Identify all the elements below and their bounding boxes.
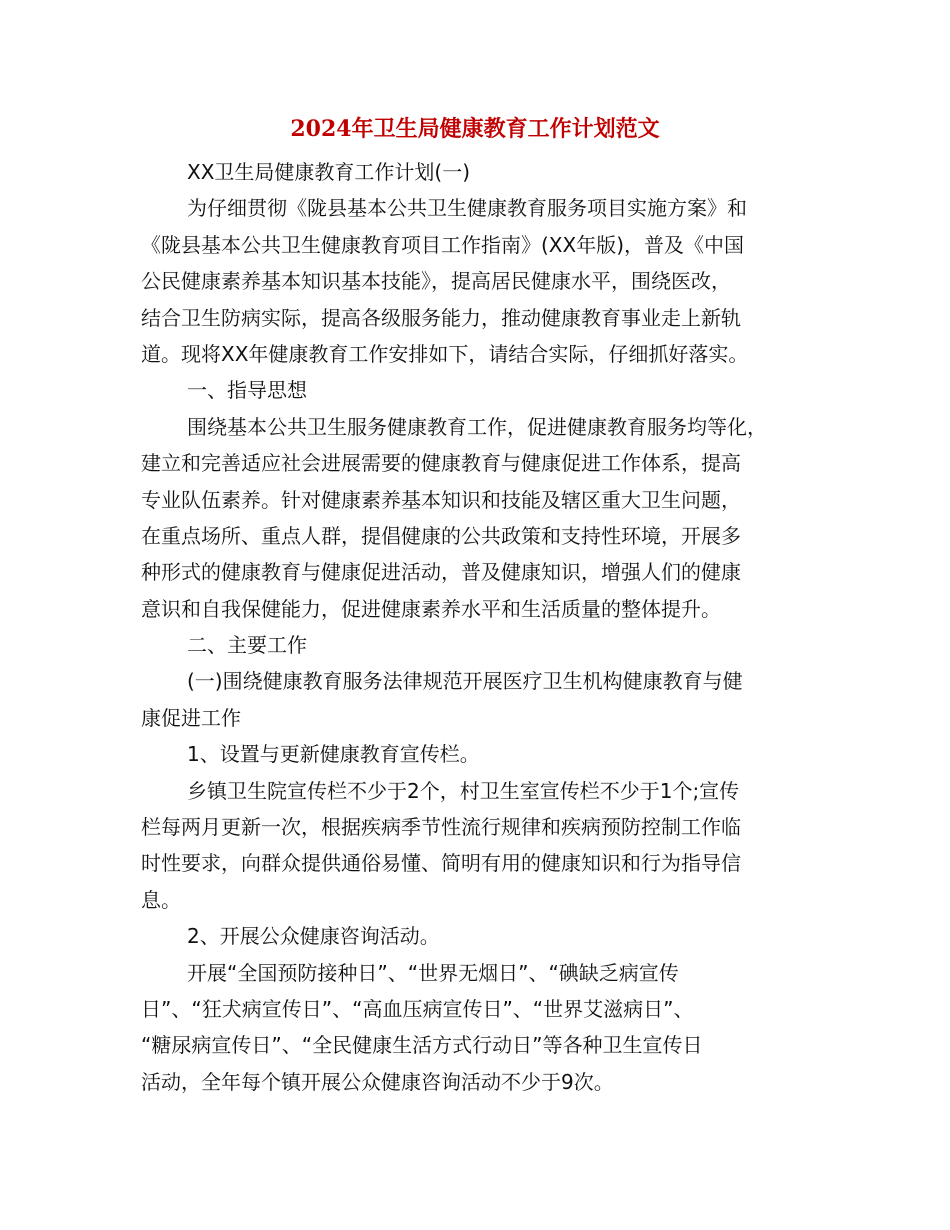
text-line: XX卫生局健康教育工作计划(一) [187, 160, 471, 184]
text-line: 栏每两月更新一次，根据疾病季节性流行规律和疾病预防控制工作临 [141, 815, 741, 840]
text-line: 道。现将XX年健康教育工作安排如下，请结合实际，仔细抓好落实。 [141, 341, 749, 366]
text-line: 息。 [141, 887, 181, 912]
text-line: 开展“全国预防接种日”、“世界无烟日”、“碘缺乏病宣传 [187, 960, 679, 985]
text-line: 《陇县基本公共卫生健康教育项目工作指南》(XX年版)，普及《中国 [141, 232, 745, 257]
text-line: 公民健康素养基本知识基本技能》，提高居民健康水平，围绕医改， [141, 269, 731, 294]
document-body [141, 154, 809, 1100]
text-line: 一、指导思想 [187, 378, 307, 403]
text-line: 意识和自我保健能力，促进健康素养水平和生活质量的整体提升。 [141, 596, 721, 621]
text-line: 结合卫生防病实际，提高各级服务能力，推动健康教育事业走上新轨 [141, 305, 741, 330]
text-line: 乡镇卫生院宣传栏不少于2个，村卫生室宣传栏不少于1个;宣传 [187, 778, 740, 803]
document-title: 2024年卫生局健康教育工作计划范文 [290, 116, 660, 142]
text-line: 围绕基本公共卫生服务健康教育工作，促进健康教育服务均等化， [187, 414, 767, 439]
text-line: 时性要求，向群众提供通俗易懂、简明有用的健康知识和行为指导信 [141, 851, 741, 876]
text-line: 1、设置与更新健康教育宣传栏。 [187, 742, 480, 767]
text-line: 活动，全年每个镇开展公众健康咨询活动不少于9次。 [141, 1069, 614, 1094]
text-line: 为仔细贯彻《陇县基本公共卫生健康教育服务项目实施方案》和 [187, 196, 747, 221]
text-line: 种形式的健康教育与健康促进活动，普及健康知识，增强人们的健康 [141, 560, 741, 585]
text-line: 二、主要工作 [187, 633, 307, 658]
text-line: 康促进工作 [141, 705, 241, 730]
text-line: 日”、“狂犬病宣传日”、“高血压病宣传日”、“世界艾滋病日”、 [141, 996, 694, 1021]
text-line: 建立和完善适应社会进展需要的健康教育与健康促进工作体系，提高 [141, 451, 741, 476]
text-line: 在重点场所、重点人群，提倡健康的公共政策和支持性环境，开展多 [141, 523, 741, 548]
text-line: “糖尿病宣传日”、“全民健康生活方式行动日”等各种卫生宣传日 [141, 1033, 703, 1058]
text-line: (一)围绕健康教育服务法律规范开展医疗卫生机构健康教育与健 [187, 669, 743, 694]
text-line: 2、开展公众健康咨询活动。 [187, 924, 440, 949]
text-line: 专业队伍素养。针对健康素养基本知识和技能及辖区重大卫生问题， [141, 487, 741, 512]
